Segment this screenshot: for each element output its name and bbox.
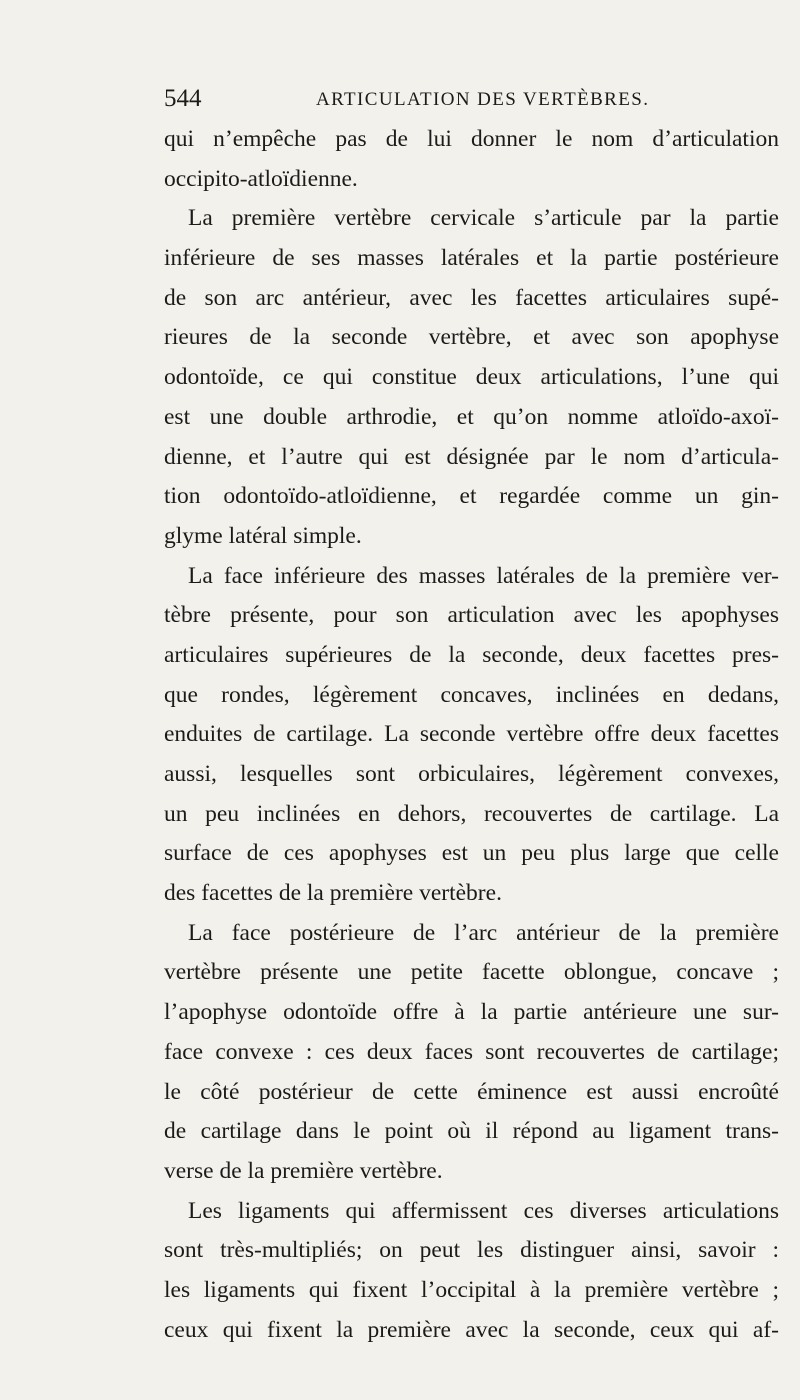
text-line: des facettes de la première vertèbre.	[164, 880, 502, 907]
text-line: sont très-multipliés; on peut les distinguer ainsi, savoir :	[164, 1237, 779, 1264]
running-head-title: ARTICULATION DES VERTÈBRES.	[316, 89, 650, 110]
text-line: La face postérieure de l’arc antérieur de la première	[188, 919, 779, 946]
text-line: La première vertèbre cervicale s’articule par la partie	[188, 205, 779, 232]
text-line: les ligaments qui fixent l’occipital à la première vertèbre ;	[164, 1276, 779, 1303]
text-line: surface de ces apophyses est un peu plus large que celle	[164, 840, 779, 867]
text-line: de son arc antérieur, avec les facettes articulaires supé-	[164, 284, 779, 311]
text-line: odontoïde, ce qui constitue deux articulations, l’une qui	[164, 364, 779, 391]
text-line: face convexe : ces deux faces sont recouvertes de cartilage;	[164, 1038, 779, 1065]
text-line: qui n’empêche pas de lui donner le nom d’articulation	[164, 126, 779, 152]
text-line: rieures de la seconde vertèbre, et avec son apophyse	[164, 324, 779, 351]
body-text	[164, 120, 779, 1350]
text-line: verse de la première vertèbre.	[164, 1157, 443, 1184]
text-line: aussi, lesquelles sont orbiculaires, légèrement convexes,	[164, 761, 779, 787]
text-line: dienne, et l’autre qui est désignée par le nom d’articula-	[164, 443, 779, 470]
text-line: enduites de cartilage. La seconde vertèbre offre deux facettes	[164, 721, 779, 748]
running-head	[164, 84, 780, 114]
text-line: glyme latéral simple.	[164, 522, 362, 549]
text-line: l’apophyse odontoïde offre à la partie antérieure une sur-	[164, 999, 779, 1026]
text-line: que rondes, légèrement concaves, inclinées en dedans,	[164, 681, 779, 708]
text-line: est une double arthrodie, et qu’on nomme atloïdo-axoï-	[164, 403, 779, 430]
page-number: 544	[164, 85, 202, 112]
text-line: occipito-atloïdienne.	[164, 165, 358, 192]
text-line: articulaires supérieures de la seconde, deux facettes pres-	[164, 641, 779, 668]
text-line: inférieure de ses masses latérales et la partie postérieure	[164, 245, 779, 272]
text-line: La face inférieure des masses latérales de la première ver-	[188, 562, 779, 589]
text-line: Les ligaments qui affermissent ces diverses articulations	[188, 1197, 779, 1224]
text-line: tion odontoïdo-atloïdienne, et regardée comme un gin-	[164, 483, 779, 510]
text-line: de cartilage dans le point où il répond au ligament trans-	[164, 1118, 779, 1145]
text-line: vertèbre présente une petite facette oblongue, concave ;	[164, 959, 779, 986]
text-line: ceux qui fixent la première avec la seconde, ceux qui af-	[164, 1316, 779, 1343]
text-line: le côté postérieur de cette éminence est aussi encroûté	[164, 1078, 779, 1105]
text-line: tèbre présente, pour son articulation avec les apophyses	[164, 602, 779, 629]
text-line: un peu inclinées en dehors, recouvertes de cartilage. La	[164, 800, 779, 827]
